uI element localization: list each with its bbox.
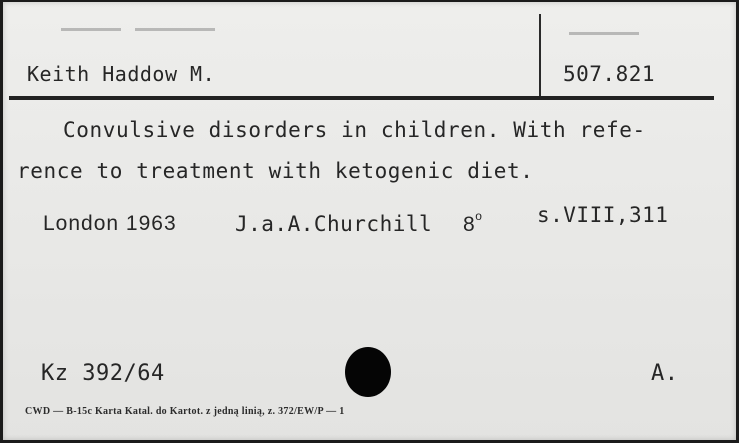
place-year: London 1963 xyxy=(43,212,177,235)
title-line-1: Convulsive disorders in children. With refe- xyxy=(63,118,646,142)
punch-hole xyxy=(345,347,391,397)
card-letter: A. xyxy=(651,361,679,386)
printer-footer: CWD — B-15c Karta Katal. do Kartot. z jedną linią, z. 372/EW/P — 1 xyxy=(25,406,345,417)
vertical-rule xyxy=(539,14,541,98)
faint-mark xyxy=(61,28,121,31)
catalog-card xyxy=(3,2,736,440)
page-count: s.VIII,311 xyxy=(537,203,669,227)
publisher: J.a.A.Churchill xyxy=(235,212,433,236)
classification-code: Kz 392/64 xyxy=(41,361,165,386)
title-line-2: rence to treatment with ketogenic diet. xyxy=(17,159,534,183)
format-superscript: o xyxy=(475,209,483,223)
call-number: 507.821 xyxy=(563,62,656,86)
faint-mark xyxy=(135,28,215,31)
faint-mark xyxy=(569,32,639,35)
book-format xyxy=(463,209,483,237)
header-rule xyxy=(9,96,714,100)
format-number: 8 xyxy=(463,213,476,236)
author-name: Keith Haddow M. xyxy=(27,62,216,86)
